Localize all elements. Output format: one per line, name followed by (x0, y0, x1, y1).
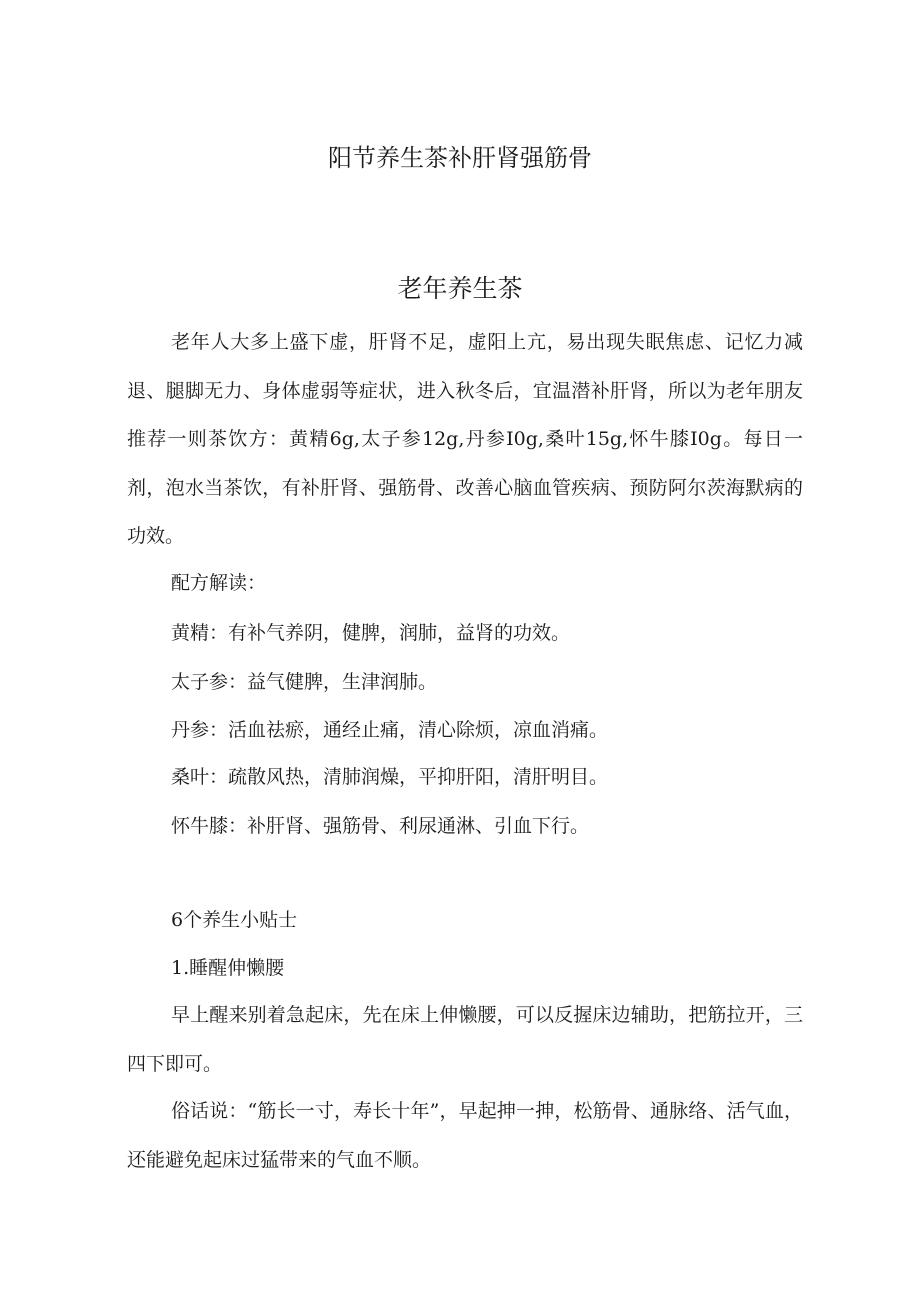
ingredient-item: 太子参：益气健脾，生津润肺。 (171, 671, 438, 693)
tip-paragraph: 早上醒来别着急起床，先在床上伸懒腰，可以反握床边辅助，把筋拉开，三四下即可。 (127, 1004, 803, 1075)
intro-paragraph: 老年人大多上盛下虚，肝肾不足，虚阳上亢，易出现失眠焦虑、记忆力减退、腿脚无力、身体虚弱等症状，进入秋冬后，宜温潜补肝肾，所以为老年朋友推荐一则茶饮方：黄精6g,太子参12g,丹参I0g,桑叶15g,怀牛膝I0g。每日一剂，泡水当茶饮，有补肝肾、强筋骨、改善心脑血管疾病、预防阿尔茨海默病的功效。 (127, 331, 803, 547)
section-title: 老年养生茶 (397, 274, 523, 303)
formula-heading: 配方解读： (171, 572, 267, 594)
ingredient-item: 丹参：活血祛瘀，通经止痛，清心除烦，凉血消痛。 (171, 719, 609, 741)
tip-heading: 1.睡醒伸懒腰 (171, 957, 285, 979)
document-title: 阳节养生茶补肝肾强筋骨 (328, 144, 592, 172)
ingredient-item: 桑叶：疏散风热，清肺润燥，平抑肝阳，清肝明目。 (171, 766, 609, 788)
ingredient-item: 怀牛膝：补肝肾、强筋骨、利尿通淋、引血下行。 (171, 815, 590, 837)
ingredient-item: 黄精：有补气养阴，健脾，润肺，益肾的功效。 (171, 622, 571, 644)
tip-paragraph: 俗话说：“筋长一寸，寿长十年”，早起抻一抻，松筋骨、通脉络、活气血，还能避免起床过猛带来的气血不顺。 (127, 1100, 803, 1171)
tips-heading: 6个养生小贴士 (171, 909, 298, 931)
